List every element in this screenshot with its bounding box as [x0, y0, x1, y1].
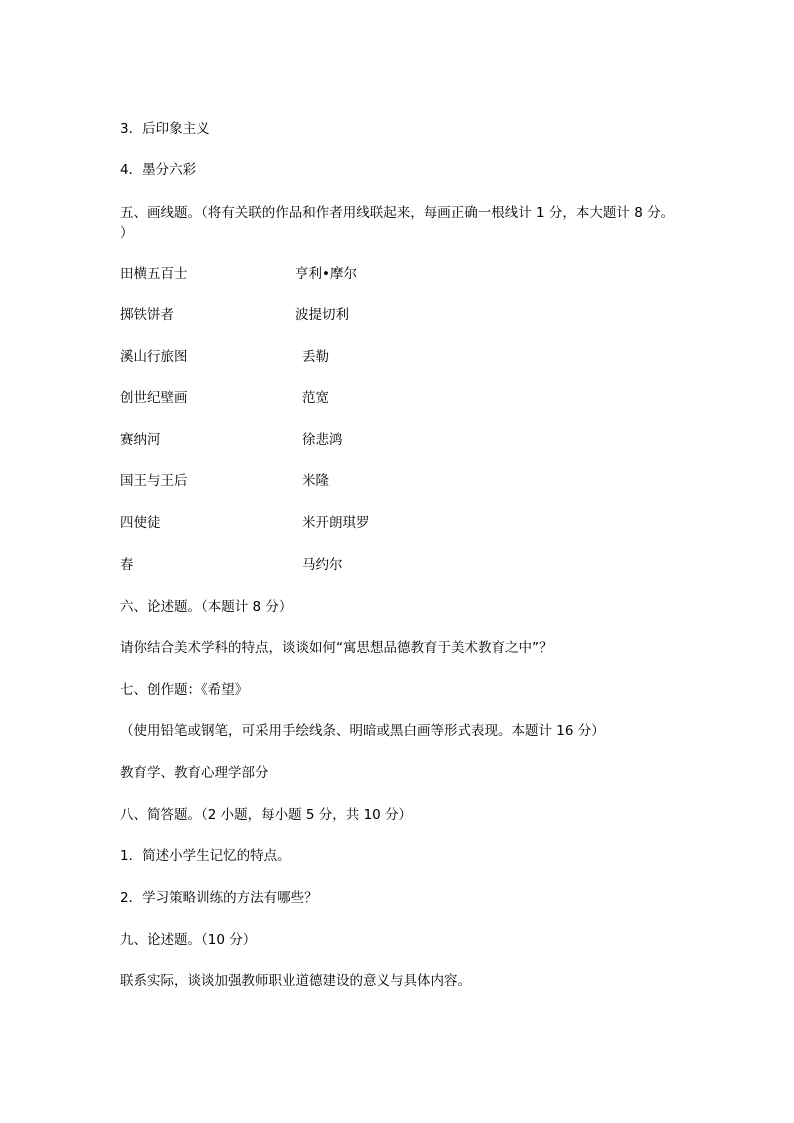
section7-note: （使用铅笔或钢笔，可采用手绘线条、明暗或黑白画等形式表现。本题计 16 分）	[120, 723, 605, 739]
item-post-impressionism: 3．后印象主义	[120, 121, 210, 137]
match-pair	[120, 265, 720, 283]
section9-title: 九、论述题。（10 分）	[120, 932, 257, 948]
work-name: 春	[120, 557, 134, 573]
work-name: 四使徒	[120, 515, 161, 531]
author-name: 米隆	[302, 473, 329, 489]
section9-question: 联系实际，谈谈加强教师职业道德建设的意义与具体内容。	[120, 973, 471, 989]
work-name: 国王与王后	[120, 473, 188, 489]
match-pair	[120, 556, 720, 574]
author-name: 范宽	[302, 390, 329, 406]
section6-title: 六、论述题。（本题计 8 分）	[120, 599, 293, 615]
section8-item-1: 1．简述小学生记忆的特点。	[120, 848, 291, 864]
section6-question: 请你结合美术学科的特点，谈谈如何“寓思想品德教育于美术教育之中”？	[120, 640, 553, 656]
match-pair	[120, 431, 720, 449]
match-pair	[120, 306, 720, 324]
match-pair	[120, 514, 720, 532]
author-name: 米开朗琪罗	[302, 515, 370, 531]
author-name: 马约尔	[302, 557, 343, 573]
match-pair	[120, 472, 720, 490]
section5-title-cont: ）	[120, 225, 134, 241]
section5-title: 五、画线题。（将有关联的作品和作者用线联起来，每画正确一根线计 1 分，本大题计 8 分。	[120, 205, 675, 221]
author-name: 徐悲鸿	[302, 432, 343, 448]
work-name: 创世纪壁画	[120, 390, 188, 406]
work-name: 溪山行旅图	[120, 349, 188, 365]
work-name: 田横五百士	[120, 266, 188, 282]
match-pair	[120, 389, 720, 407]
section8-title: 八、简答题。（2 小题，每小题 5 分，共 10 分）	[120, 807, 413, 823]
author-name: 丢勒	[302, 349, 329, 365]
work-name: 掷铁饼者	[120, 307, 174, 323]
section8-item-2: 2．学习策略训练的方法有哪些？	[120, 890, 318, 906]
item-ink-six-colors: 4．墨分六彩	[120, 162, 197, 178]
section7-title: 七、创作题：《希望》	[120, 682, 249, 698]
match-pair	[120, 348, 720, 366]
author-name: 亨利•摩尔	[295, 266, 357, 282]
author-name: 波提切利	[295, 307, 349, 323]
work-name: 赛纳河	[120, 432, 161, 448]
part-title: 教育学、教育心理学部分	[120, 765, 269, 781]
